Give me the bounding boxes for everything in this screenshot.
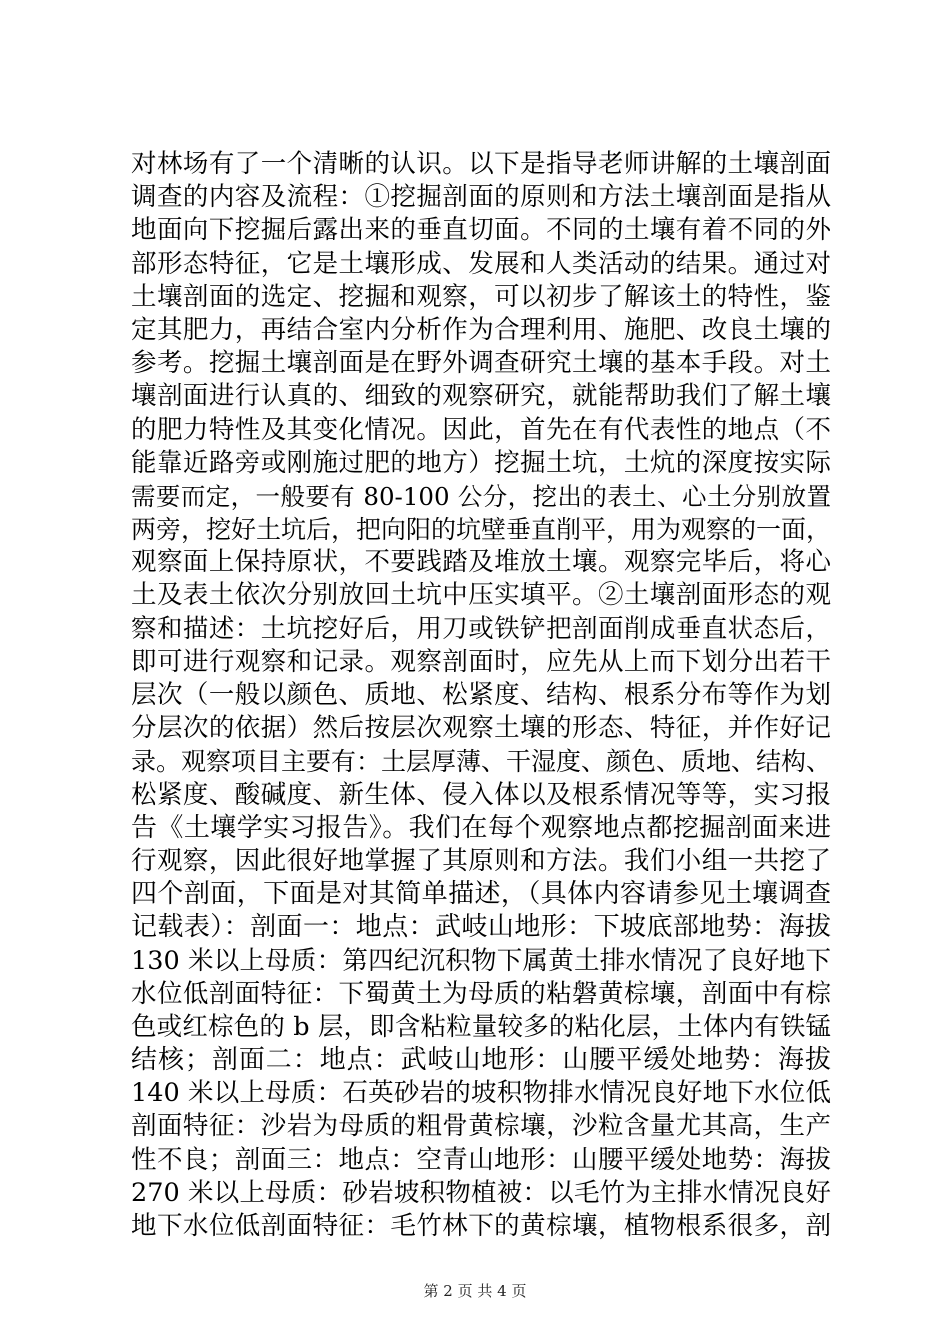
text-line: 调查的内容及流程：①挖掘剖面的原则和方法土壤剖面是指从 [131, 182, 831, 213]
text-line: 行观察，因此很好地掌握了其原则和方法。我们小组一共挖了 [131, 845, 831, 876]
text-line: 140 米以上母质：石英砂岩的坡积物排水情况良好地下水位低 [131, 1078, 831, 1109]
text-line: 分层次的依据）然后按层次观察土壤的形态、特征，并作好记 [131, 713, 831, 744]
text-line: 270 米以上母质：砂岩坡积物植被：以毛竹为主排水情况良好 [131, 1177, 831, 1208]
text-line: 地下水位低剖面特征：毛竹林下的黄棕壤，植物根系很多，剖 [131, 1211, 831, 1241]
text-line: 两旁，挖好土坑后，把向阳的坑壁垂直削平，用为观察的一面， [131, 515, 831, 545]
text-line: 色或红棕色的 b 层，即含粘粒量较多的粘化层，土体内有铁锰 [131, 1011, 831, 1042]
text-line: 记载表）：剖面一：地点：武岐山地形：下坡底部地势：海拔 [131, 912, 831, 943]
text-line: 告《土壤学实习报告》。我们在每个观察地点都挖掘剖面来进 [131, 812, 831, 843]
text-line: 四个剖面，下面是对其简单描述，（具体内容请参见土壤调查 [131, 879, 831, 910]
text-line: 能靠近路旁或刚施过肥的地方）挖掘土坑，土炕的深度按实际 [131, 447, 831, 478]
body-text [131, 148, 831, 1243]
text-line: 察和描述：土坑挖好后，用刀或铁铲把剖面削成垂直状态后， [131, 613, 831, 644]
text-line: 观察面上保持原状，不要践踏及堆放土壤。观察完毕后，将心 [131, 547, 831, 578]
text-line: 松紧度、酸碱度、新生体、侵入体以及根系情况等等，实习报 [131, 779, 831, 810]
text-line: 的肥力特性及其变化情况。因此，首先在有代表性的地点（不 [131, 414, 831, 445]
text-line: 录。观察项目主要有：土层厚薄、干湿度、颜色、质地、结构、 [131, 747, 831, 777]
page-footer: 第 2 页 共 4 页 [423, 1282, 527, 1300]
text-line: 即可进行观察和记录。观察剖面时，应先从上而下划分出若干 [131, 646, 831, 677]
text-line: 结核；剖面二：地点：武岐山地形：山腰平缓处地势：海拔 [131, 1045, 831, 1076]
text-line: 剖面特征：沙岩为母质的粗骨黄棕壤，沙粒含量尤其高，生产 [131, 1111, 831, 1142]
text-line: 参考。挖掘土壤剖面是在野外调查研究土壤的基本手段。对土 [131, 348, 831, 379]
text-line: 定其肥力，再结合室内分析作为合理利用、施肥、改良土壤的 [131, 314, 831, 345]
text-line: 土及表土依次分别放回土坑中压实填平。②土壤剖面形态的观 [131, 580, 831, 611]
text-line: 土壤剖面的选定、挖掘和观察，可以初步了解该土的特性，鉴 [131, 281, 831, 312]
text-line: 壤剖面进行认真的、细致的观察研究，就能帮助我们了解土壤 [131, 381, 831, 412]
text-line: 地面向下挖掘后露出来的垂直切面。不同的土壤有着不同的外 [131, 215, 831, 246]
text-line: 性不良；剖面三：地点：空青山地形：山腰平缓处地势：海拔 [131, 1144, 831, 1175]
text-line: 对林场有了一个清晰的认识。以下是指导老师讲解的土壤剖面 [131, 149, 831, 179]
text-line: 部形态特征，它是土壤形成、发展和人类活动的结果。通过对 [131, 248, 831, 279]
text-line: 需要而定，一般要有 80-100 公分，挖出的表土、心土分别放置 [131, 481, 831, 511]
text-line: 水位低剖面特征：下蜀黄土为母质的粘磐黄棕壤，剖面中有棕 [131, 978, 831, 1009]
text-line: 层次（一般以颜色、质地、松紧度、结构、根系分布等作为划 [131, 680, 831, 710]
text-line: 130 米以上母质：第四纪沉积物下属黄土排水情况了良好地下 [131, 945, 831, 976]
